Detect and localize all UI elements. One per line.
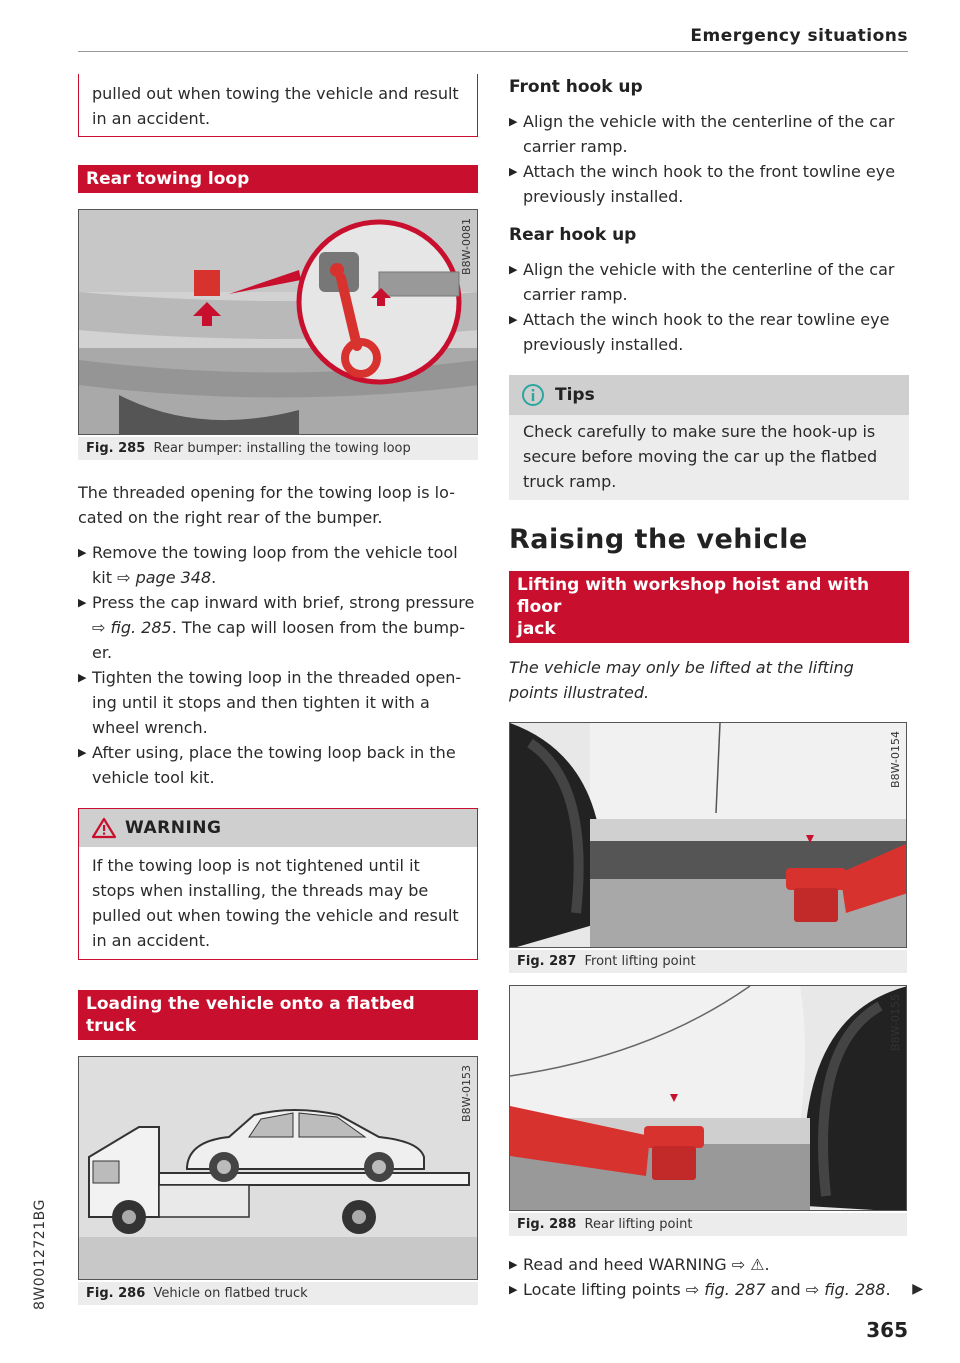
step-item: ▶ Locate lifting points ⇨ fig. 287 and ⇨ fig. 288. ▶ — [509, 1277, 909, 1302]
front-lifting-point-illustration — [510, 723, 907, 948]
step-arrow-icon: ▶ — [78, 596, 87, 609]
rear-hook-up-heading: Rear hook up — [509, 225, 637, 245]
warning-header: WARNING — [79, 809, 477, 847]
header-rule — [78, 51, 908, 52]
step-arrow-icon: ▶ — [78, 671, 87, 684]
step-item: ▶ Align the vehicle with the centerline of the car carrier ramp. — [509, 257, 909, 307]
raising-vehicle-heading: Raising the vehicle — [509, 524, 808, 555]
figure-286-caption: Fig. 286 Vehicle on flatbed truck — [78, 1282, 478, 1305]
step-item: ▶ Press the cap inward with brief, strong pressure ⇨ fig. 285. The cap will loosen from the bump- er. — [78, 590, 478, 665]
warning-triangle-icon — [91, 817, 117, 839]
warning-body: If the towing loop is not tightened until it stops when installing, the threads may be pulled out when towing the vehicle and result in an accident. — [92, 856, 459, 950]
front-hook-up-heading: Front hook up — [509, 77, 643, 97]
step-arrow-icon: ▶ — [509, 1283, 518, 1296]
tips-header: Tips — [509, 375, 909, 415]
right-column — [509, 74, 923, 1302]
figure-287-image — [509, 722, 907, 948]
figure-288-code: B8W-0155 — [889, 994, 902, 1051]
step-item: ▶ Attach the winch hook to the rear towline eye previously installed. — [509, 307, 909, 357]
info-icon — [521, 383, 545, 407]
lifting-points-note: The vehicle may only be lifted at the lifting points illustrated. — [509, 658, 854, 702]
rear-bumper-illustration — [79, 210, 478, 435]
figure-287-reference-link[interactable]: ⇨ fig. 287 — [685, 1280, 766, 1299]
step-arrow-icon: ▶ — [509, 1258, 518, 1271]
left-column — [78, 74, 478, 1305]
figure-reference-link[interactable]: ⇨ fig. 285 — [92, 618, 172, 637]
figure-287-code: B8W-0154 — [889, 731, 902, 788]
rear-lifting-point-illustration — [510, 986, 907, 1211]
rear-hook-steps — [509, 257, 909, 357]
step-item: ▶ Remove the towing loop from the vehicle tool kit ⇨ page 348. — [78, 540, 478, 590]
towing-loop-steps — [78, 540, 478, 790]
tips-body: Check carefully to make sure the hook-up is secure before moving the car up the flatbed truck ramp. — [509, 415, 909, 500]
step-arrow-icon: ▶ — [509, 313, 518, 326]
page-header-title: Emergency situations — [690, 26, 908, 46]
figure-286-code: B8W-0153 — [460, 1065, 473, 1122]
figure-287-caption: Fig. 287 Front lifting point — [509, 950, 907, 973]
rear-towing-loop-heading: Rear towing loop — [78, 165, 478, 193]
step-item: ▶ Attach the winch hook to the front towline eye previously installed. — [509, 159, 909, 209]
figure-285-image — [78, 209, 478, 435]
continued-warning-text: pulled out when towing the vehicle and result in an accident. — [78, 74, 478, 137]
step-arrow-icon: ▶ — [509, 165, 518, 178]
step-item: ▶ After using, place the towing loop back in the vehicle tool kit. — [78, 740, 478, 790]
figure-286-image — [78, 1056, 478, 1280]
figure-288-caption: Fig. 288 Rear lifting point — [509, 1213, 907, 1236]
tips-box — [509, 375, 909, 500]
flatbed-truck-illustration — [79, 1057, 478, 1280]
warning-box — [78, 808, 478, 960]
flatbed-truck-heading: Loading the vehicle onto a flatbed truck — [78, 990, 478, 1040]
towing-loop-location-text: The threaded opening for the towing loop is lo- cated on the right rear of the bumper. — [78, 483, 455, 527]
continue-arrow-icon: ▶ — [912, 1281, 923, 1297]
front-hook-steps — [509, 109, 909, 209]
step-item: ▶ Read and heed WARNING ⇨ ⚠. — [509, 1252, 909, 1277]
step-item: ▶ Align the vehicle with the centerline of the car carrier ramp. — [509, 109, 909, 159]
figure-288-image — [509, 985, 907, 1211]
step-arrow-icon: ▶ — [509, 263, 518, 276]
step-arrow-icon: ▶ — [78, 546, 87, 559]
warning-reference-link[interactable]: ⇨ ⚠ — [731, 1255, 765, 1274]
page-reference-link[interactable]: ⇨ page 348 — [117, 568, 212, 587]
figure-288-reference-link[interactable]: ⇨ fig. 288 — [805, 1280, 886, 1299]
step-item: ▶ Tighten the towing loop in the threaded open- ing until it stops and then tighten it with a wheel wrench. — [78, 665, 478, 740]
document-code: 8W0012721BG — [32, 1199, 48, 1310]
figure-285-caption: Fig. 285 Rear bumper: installing the towing loop — [78, 437, 478, 460]
step-arrow-icon: ▶ — [509, 115, 518, 128]
step-arrow-icon: ▶ — [78, 746, 87, 759]
lifting-steps — [509, 1252, 923, 1302]
lifting-hoist-heading: Lifting with workshop hoist and with floor jack — [509, 571, 909, 643]
page-number: 365 — [866, 1318, 908, 1342]
figure-285-code: B8W-0081 — [460, 218, 473, 275]
